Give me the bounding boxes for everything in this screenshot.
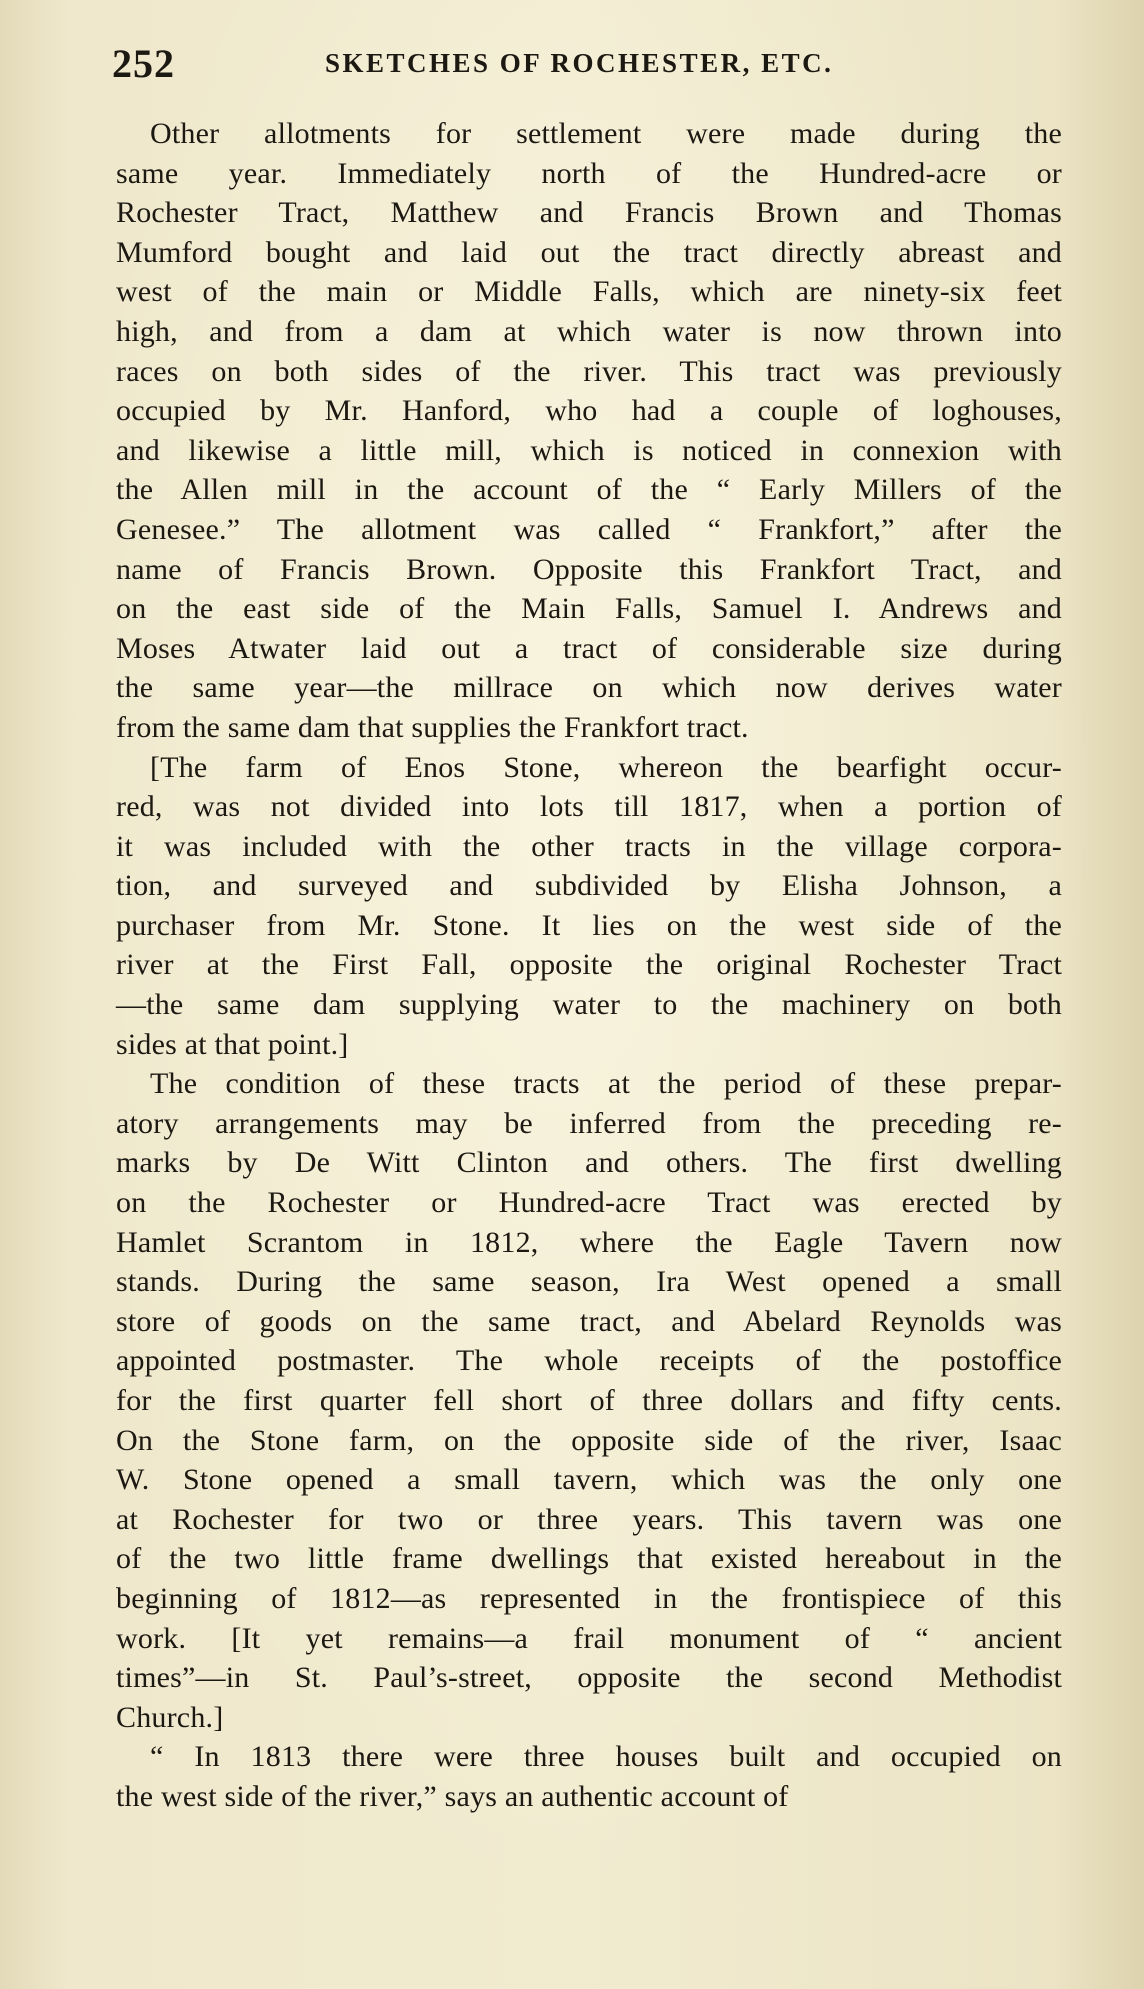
paragraph [116, 114, 1062, 748]
text-line: [The farm of Enos Stone, whereon the bearfight occur- [150, 750, 1062, 784]
text-line: stands. During the same season, Ira West opened a small [116, 1265, 1062, 1299]
page-number: 252 [112, 41, 175, 86]
text-line: the same year—the millrace on which now derives water [116, 671, 1062, 705]
text-line: from the same dam that supplies the Frankfort tract. [116, 710, 749, 744]
paragraph [116, 1064, 1062, 1737]
text-line: Mumford bought and laid out the tract directly abreast and [116, 235, 1062, 269]
text-line: times”—in St. Paul’s-street, opposite the second Methodist [116, 1661, 1062, 1695]
text-line: “ In 1813 there were three houses built and occupied on [150, 1740, 1062, 1774]
page-header [112, 40, 1067, 90]
paragraph [116, 1737, 1062, 1816]
text-line: atory arrangements may be inferred from the preceding re- [116, 1106, 1062, 1140]
text-line: appointed postmaster. The whole receipts of the postoffice [116, 1344, 1062, 1378]
text-line: Genesee.” The allotment was called “ Frankfort,” after the [116, 512, 1062, 546]
text-line: red, was not divided into lots till 1817, when a portion of [116, 790, 1062, 824]
text-line: Moses Atwater laid out a tract of considerable size during [116, 631, 1062, 665]
text-line: —the same dam supplying water to the machinery on both [116, 988, 1062, 1022]
text-line: same year. Immediately north of the Hundred-acre or [116, 156, 1062, 190]
text-line: west of the main or Middle Falls, which are ninety-six feet [116, 275, 1062, 309]
text-line: occupied by Mr. Hanford, who had a couple of loghouses, [116, 394, 1062, 428]
text-line: for the first quarter fell short of three dollars and fifty cents. [116, 1384, 1062, 1417]
text-line: Other allotments for settlement were made during the [150, 117, 1062, 150]
text-line: Church.] [116, 1700, 224, 1734]
text-line: sides at that point.] [116, 1027, 349, 1061]
text-line: work. [It yet remains—a frail monument of “ ancient [116, 1621, 1062, 1655]
running-head: SKETCHES OF ROCHESTER, ETC. [325, 48, 834, 78]
text-line: the Allen mill in the account of the “ Early Millers of the [116, 473, 1062, 507]
text-line: Hamlet Scrantom in 1812, where the Eagle Tavern now [116, 1225, 1062, 1259]
text-line: name of Francis Brown. Opposite this Frankfort Tract, and [116, 552, 1062, 586]
text-line: purchaser from Mr. Stone. It lies on the west side of the [116, 908, 1062, 942]
text-line: marks by De Witt Clinton and others. The first dwelling [116, 1146, 1062, 1180]
text-line: at Rochester for two or three years. This tavern was one [116, 1502, 1062, 1536]
text-line: The condition of these tracts at the period of these prepar- [150, 1067, 1062, 1101]
text-line: high, and from a dam at which water is now thrown into [116, 314, 1062, 348]
text-line: on the Rochester or Hundred-acre Tract was erected by [116, 1186, 1062, 1220]
text-line: store of goods on the same tract, and Abelard Reynolds was [116, 1304, 1062, 1338]
text-line: river at the First Fall, opposite the original Rochester Tract [116, 948, 1062, 982]
text-line: W. Stone opened a small tavern, which was the only one [116, 1463, 1062, 1497]
text-line: of the two little frame dwellings that existed hereabout in the [116, 1542, 1062, 1576]
text-line: it was included with the other tracts in the village corpora- [116, 829, 1062, 863]
paragraph [116, 748, 1062, 1065]
text-line: on the east side of the Main Falls, Samuel I. Andrews and [116, 592, 1062, 626]
text-line: tion, and surveyed and subdivided by Elisha Johnson, a [116, 869, 1062, 903]
text-line: races on both sides of the river. This tract was previously [116, 354, 1062, 388]
text-line: beginning of 1812—as represented in the frontispiece of this [116, 1581, 1062, 1615]
text-line: On the Stone farm, on the opposite side of the river, Isaac [116, 1423, 1062, 1457]
text-line: Rochester Tract, Matthew and Francis Brown and Thomas [116, 196, 1062, 230]
body-text [116, 114, 1062, 1817]
text-line: and likewise a little mill, which is noticed in connexion with [116, 433, 1062, 467]
text-line: the west side of the river,” says an authentic account of [116, 1779, 789, 1813]
